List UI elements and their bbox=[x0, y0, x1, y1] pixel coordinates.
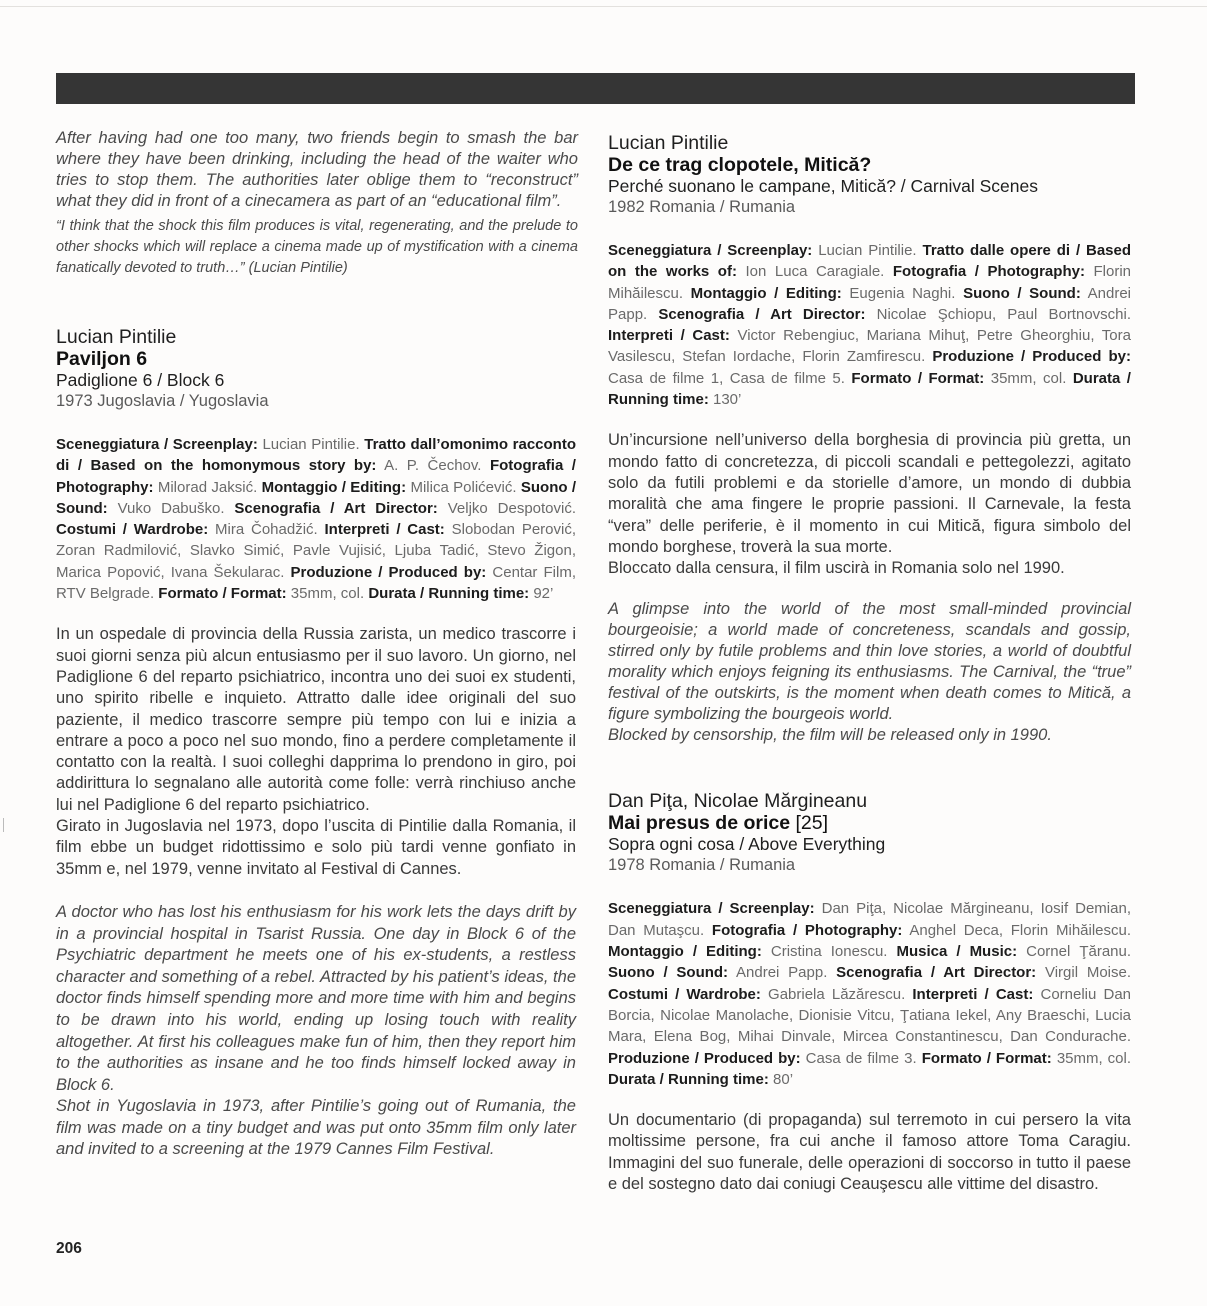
film-year-country: 1982 Romania / Rumania bbox=[608, 198, 796, 216]
credit-label: Costumi / Wardrobe: bbox=[56, 521, 209, 539]
synopsis-english: A doctor who has lost his enthusiasm for his work lets the days drift by in a provincial hospital in Tsarist Russia. One day in Block 6 of the Psychiatric department he meets one of his ex-students, a restless character and something of a rebel. Attracted by his patient’s ideas, the doctor finds himself spending more and more time with him and begins to be drawn into his world, ending up losing touch with reality altogether. At first his colleagues make fun of him, then they report him to the authorities as insane and he too finds himself locked away in Block 6. bbox=[56, 902, 576, 1094]
margin-mark bbox=[3, 818, 4, 832]
credit-label: Interpreti / Cast: bbox=[608, 327, 730, 345]
credit-value: Lucian Pintilie. bbox=[818, 242, 917, 259]
credit-label: Fotografia / Photography: bbox=[56, 457, 576, 496]
synopsis-italian-note: Girato in Jugoslavia nel 1973, dopo l’uscita di Pintilie dalla Romania, il film ebbe un budget ridottissimo e solo più tardi venne gonfiato in 35mm e, nel 1979, venne invitato al Festival di Cannes. bbox=[56, 817, 576, 878]
film-director: Lucian Pintilie bbox=[608, 132, 729, 154]
film-entry-de-ce-trag bbox=[608, 132, 1131, 746]
credit-label: Fotografia / Photography: bbox=[711, 921, 903, 939]
credit-label: Sceneggiatura / Screenplay: bbox=[608, 242, 813, 259]
film-year-country: 1973 Jugoslavia / Yugoslavia bbox=[56, 392, 269, 410]
film-credits bbox=[56, 434, 576, 604]
credit-value: Vuko Dabuško. bbox=[117, 499, 225, 517]
credit-label: Suono / Sound: bbox=[608, 964, 729, 982]
credit-value: Centar Film, RTV Belgrade. bbox=[56, 563, 577, 603]
credit-label: Interpreti / Cast: bbox=[912, 985, 1034, 1003]
film-entry-mai-presus bbox=[608, 790, 1131, 1195]
credit-label: Costumi / Wardrobe: bbox=[608, 985, 761, 1003]
synopsis-english: A glimpse into the world of the most small-minded provincial bourgeoisie; a world made of concreteness, scandals and gossip, stirred only by futile problems and thin love stories, a world of doubtful morality which enjoys feigning its enthusiasms. The Carnival, the “true” festival of the outskirts, is the moment when death comes to Mitică, a figure symbolizing the bourgeois world. bbox=[608, 600, 1131, 724]
credit-value: 35mm, col. bbox=[1056, 1049, 1132, 1067]
credit-label: Tratto dalle opere di / Based on the works of: bbox=[608, 242, 1132, 281]
credit-label: Tratto dall’omonimo racconto di / Based on the homonymous story by: bbox=[56, 436, 576, 475]
credit-value: Milica Polićević. bbox=[410, 478, 517, 496]
credit-label: Montaggio / Editing: bbox=[608, 943, 762, 961]
film-credits bbox=[608, 898, 1131, 1090]
credit-label: Montaggio / Editing: bbox=[261, 478, 407, 496]
page-top-rule bbox=[0, 6, 1207, 7]
film-credits bbox=[608, 240, 1131, 410]
credit-label: Interpreti / Cast: bbox=[324, 521, 445, 539]
credit-label: Formato / Format: bbox=[851, 369, 985, 387]
credit-value: 35mm, col. bbox=[290, 585, 365, 603]
intro-synopsis: After having had one too many, two friends begin to smash the bar where they have been drinking, including the head of the waiter who tries to stop them. The authorities later oblige them to “reconstruct” what they did in front of a cinecamera as part of an “educational film”. bbox=[56, 129, 578, 210]
credit-value: Ion Luca Caragiale. bbox=[745, 263, 885, 281]
credit-label: Durata / Running time: bbox=[368, 585, 530, 603]
synopsis-english-note: Shot in Yugoslavia in 1973, after Pintilie’s going out of Rumania, the film was made on a tiny budget and was put onto 35mm film only later and invited to a screening at the 1979 Cannes Film Festival. bbox=[56, 1097, 576, 1159]
film-director: Dan Piţa, Nicolae Mărgineanu bbox=[608, 790, 868, 813]
credit-label: Durata / Running time: bbox=[608, 1070, 769, 1088]
credit-label: Sceneggiatura / Screenplay: bbox=[608, 900, 815, 918]
left-column bbox=[56, 128, 576, 1161]
credit-label: Durata / Running time: bbox=[608, 369, 1131, 409]
film-alt-title: Sopra ogni cosa / Above Everything bbox=[608, 834, 886, 855]
credit-value: Andrei Papp. bbox=[608, 284, 1131, 323]
credit-value: Dan Piţa, Nicolae Mărgineanu, Iosif Demian, Dan Mutaşcu. bbox=[608, 900, 1131, 939]
credit-label: Produzione / Produced by: bbox=[608, 1049, 801, 1067]
credit-label: Fotografia / Photography: bbox=[892, 263, 1085, 281]
credit-value: 92’ bbox=[533, 585, 554, 603]
credit-value: Cristina Ionescu. bbox=[770, 943, 888, 961]
credit-value: Mira Čohadžić. bbox=[215, 521, 318, 539]
page-number: 206 bbox=[56, 1240, 82, 1257]
credit-value: Florin Mihăilescu. bbox=[608, 263, 1132, 302]
film-title bbox=[608, 812, 1131, 834]
credit-value: 35mm, col. bbox=[990, 369, 1067, 387]
credit-label: Formato / Format: bbox=[921, 1049, 1052, 1067]
credit-label: Montaggio / Editing: bbox=[690, 284, 842, 302]
intro-quote: “I think that the shock this film produces is vital, regenerating, and the prelude to other shocks which will replace a cinema made up of mystification with a cinema fanatically devoted to truth…” (Lucian Pintilie) bbox=[56, 218, 578, 276]
credit-value: A. P. Čechov. bbox=[384, 457, 482, 475]
film-alt-title: Perché suonano le campane, Mitică? / Carnival Scenes bbox=[608, 176, 1038, 196]
credit-value: Victor Rebengiuc, Mariana Mihuţ, Petre Gheorghiu, Tora Vasilescu, Stefan Iordache, Florin Zamfirescu. bbox=[608, 327, 1131, 366]
credit-label: Scenografia / Art Director: bbox=[234, 499, 438, 517]
credit-value: Lucian Pintilie. bbox=[262, 436, 360, 453]
film-reference-number: [25] bbox=[795, 812, 829, 835]
credit-label: Suono / Sound: bbox=[56, 478, 577, 517]
credit-value: Andrei Papp. bbox=[736, 964, 828, 982]
film-alt-title: Padiglione 6 / Block 6 bbox=[56, 370, 225, 390]
credit-value: Cornel Ţăranu. bbox=[1026, 943, 1132, 961]
film-year-country: 1978 Romania / Rumania bbox=[608, 856, 796, 875]
film-director: Lucian Pintilie bbox=[56, 326, 177, 348]
film-title: De ce trag clopotele, Mitică? bbox=[608, 154, 872, 176]
credit-value: Casa de filme 1, Casa de filme 5. bbox=[608, 369, 845, 387]
credit-label: Produzione / Produced by: bbox=[290, 563, 487, 581]
synopsis-english-note: Blocked by censorship, the film will be released only in 1990. bbox=[608, 726, 1052, 745]
credit-label: Produzione / Produced by: bbox=[932, 348, 1131, 366]
credit-value: Casa de filme 3. bbox=[805, 1049, 917, 1067]
credit-label: Suono / Sound: bbox=[963, 284, 1081, 302]
synopsis-italian: Un’incursione nell’universo della borghesia di provincia più gretta, un mondo fatto di concretezza, di piccoli scandali e pettegolezzi, agitato solo da futili problemi e da storielle d’amore, un mondo di dubbia moralità che ama fingere le proprie passioni. Il Carnevale, la festa “vera” delle periferie, è il momento in cui Mitică, figura simbolo del mondo borghese, troverà la sua morte. bbox=[608, 431, 1131, 556]
credit-label: Musica / Music: bbox=[896, 943, 1018, 961]
film-title: Paviljon 6 bbox=[56, 348, 148, 370]
film-title-text: Mai presus de orice bbox=[608, 812, 791, 835]
credit-value: 130’ bbox=[713, 391, 742, 409]
synopsis-italian: In un ospedale di provincia della Russia zarista, un medico trascorre i suoi giorni senza più alcun entusiasmo per il suo lavoro. Un giorno, nel Padiglione 6 del reparto psichiatrico, incontra uno dei suoi ex studenti, uno spirito ribelle e inquieto. Attratto dalle idee originali del suo paziente, il medico trascorre sempre più tempo con lui e inizia a entrare a poco a poco nel suo mondo, fino a perdere completamente il contatto con la realtà. I suoi colleghi dapprima lo prendono in giro, poi addirittura lo segnalano alle autorità come folle: verrà rinchiuso anche lui nel Padiglione 6 del reparto psichiatrico. bbox=[56, 625, 576, 814]
synopsis-italian: Un documentario (di propaganda) sul terremoto in cui persero la vita moltissime persone, fra cui anche il famoso attore Toma Caragiu. Immagini del suo funerale, delle operazioni di soccorso in tutto il paese e del sostegno dato dai coniugi Ceauşescu alle vittime del disastro. bbox=[608, 1111, 1131, 1194]
right-column bbox=[608, 128, 1131, 1195]
credit-value: Corneliu Dan Borcia, Nicolae Manolache, Dionisie Vitcu, Ţatiana Iekel, Any Braeschi, Lucia Mara, Elena Bog, Mihai Dinvale, Mircea Constantinescu, Dan Condurache. bbox=[608, 985, 1132, 1046]
credit-value: Virgil Moise. bbox=[1044, 964, 1132, 982]
credit-label: Scenografia / Art Director: bbox=[836, 964, 1037, 982]
credit-value: 80’ bbox=[773, 1070, 794, 1088]
header-bar bbox=[56, 73, 1135, 104]
credit-value: Gabriela Lăzărescu. bbox=[768, 985, 906, 1003]
film-entry-paviljon bbox=[56, 326, 576, 1161]
credit-value: Eugenia Naghi. bbox=[849, 284, 956, 302]
credit-label: Formato / Format: bbox=[158, 585, 287, 603]
credit-value: Anghel Deca, Florin Mihăilescu. bbox=[909, 921, 1132, 939]
credit-value: Slobodan Perović, Zoran Radmilović, Slavko Simić, Pavle Vujisić, Ljuba Tadić, Stevo Žigon, Marica Popović, Ivana Šekularac. bbox=[56, 521, 577, 581]
synopsis-italian-note: Bloccato dalla censura, il film uscirà in Romania solo nel 1990. bbox=[608, 559, 1065, 578]
credit-value: Milorad Jaksić. bbox=[157, 478, 258, 496]
credit-label: Sceneggiatura / Screenplay: bbox=[56, 436, 258, 453]
credit-label: Scenografia / Art Director: bbox=[658, 305, 866, 323]
credit-value: Veljko Despotović. bbox=[447, 499, 577, 517]
credit-value: Nicolae Şchiopu, Paul Bortnovschi. bbox=[876, 305, 1132, 323]
